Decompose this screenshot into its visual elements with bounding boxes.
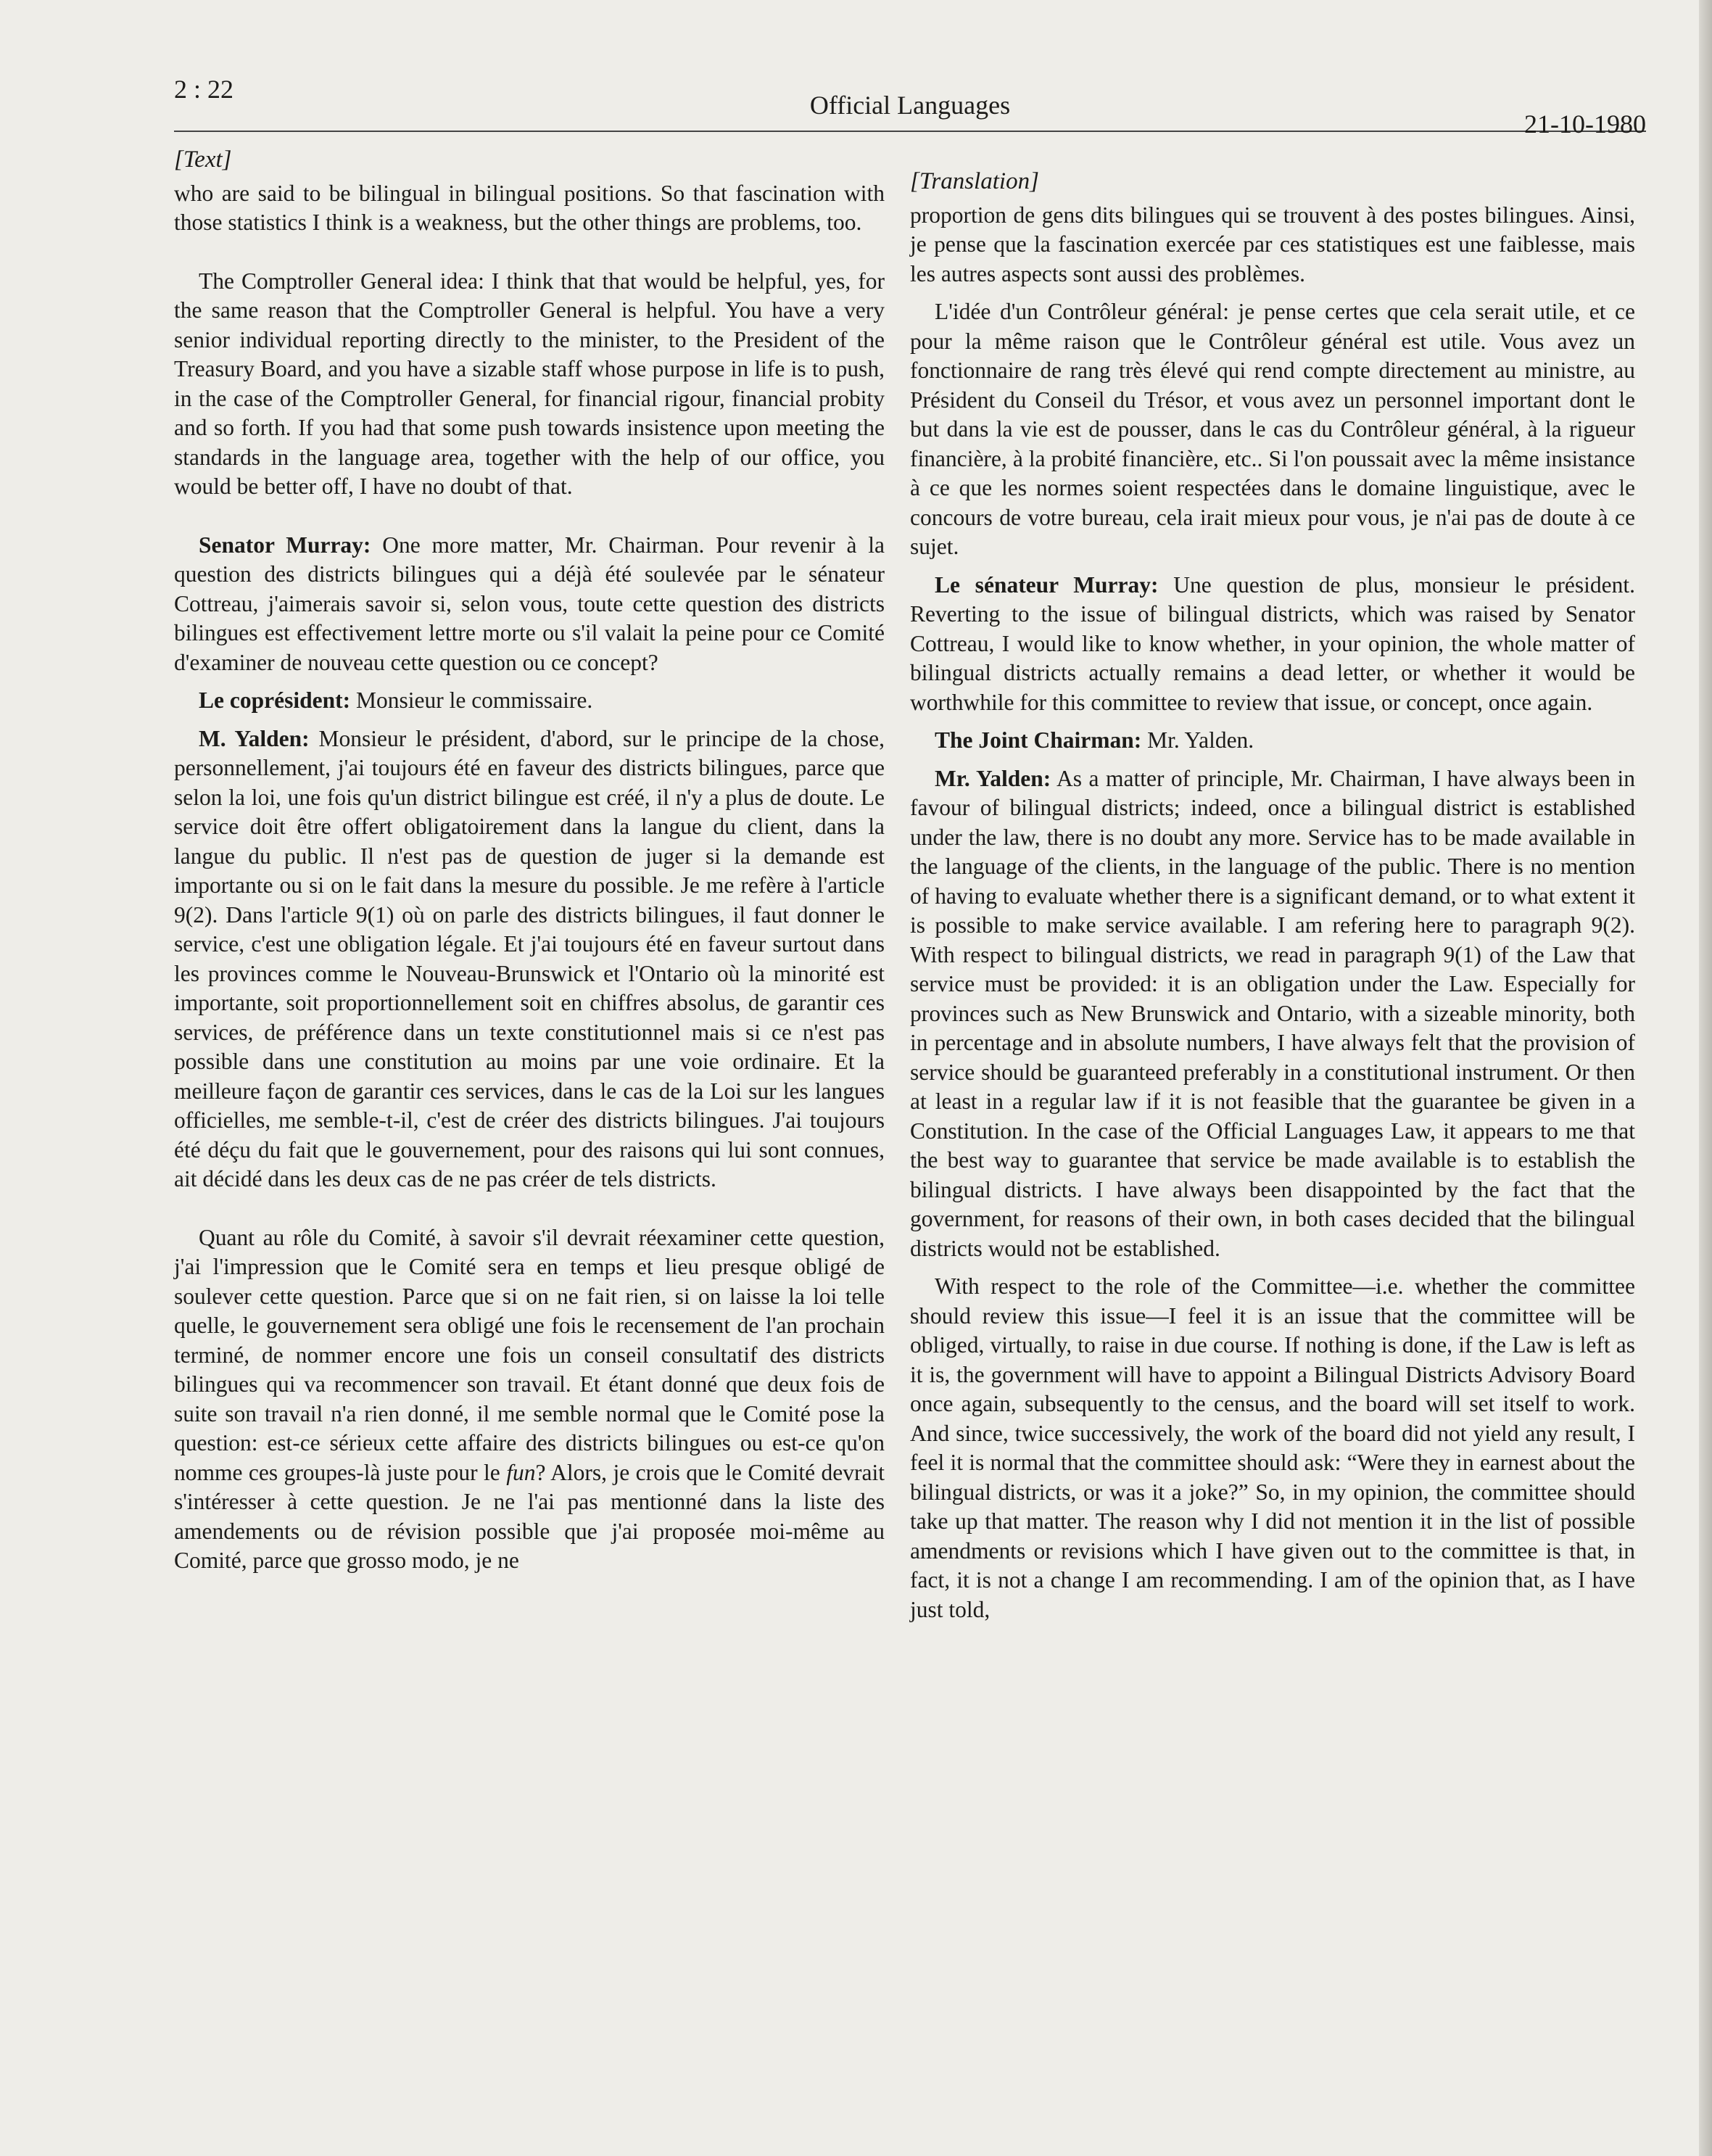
right-column: [910, 167, 1635, 1624]
speaker-name: M. Yalden:: [199, 725, 310, 751]
speech-text: ? Alors, je crois que le Comité devrait s'intéresser à cette question. Je ne l'ai pas mentionné dans la liste des amendements ou de révision possible que j'ai proposée moi-même au Comité, parce que grosso modo, je ne: [174, 1459, 885, 1573]
italic-word: fun: [506, 1459, 536, 1485]
speaker-paragraph: [174, 724, 885, 1194]
speaker-name: Mr. Yalden:: [935, 765, 1051, 791]
speaker-paragraph: [174, 531, 885, 678]
left-column: [174, 145, 885, 1576]
running-title: Official Languages: [809, 91, 1011, 120]
speech-text: Mr. Yalden.: [1147, 727, 1254, 753]
speech-text: One more matter, Mr. Chairman. Pour revenir à la question des districts bilingues qui a déjà été soulevée par le sénateur Cottreau, j'aimerais savoir si, selon vous, toute cette question des districts bilingues est effectivement lettre morte ou s'il valait la peine pour ce Comité d'examiner de nouveau cette question ou ce concept?: [174, 532, 885, 675]
paragraph: With respect to the role of the Committee—i.e. whether the committee should review this issue—I feel it is an issue that the committee will be obliged, virtually, to raise in due course. If nothing is done, if the Law is left as it is, the government will have to appoint a Bilingual Districts Advisory Board once again, subsequently to the census, and the board will set itself to work. And since, twice successively, the work of the board did not yield any result, I feel it is normal that the committee should ask: “Were they in earnest about the bilingual districts, or was it a joke?” So, in my opinion, the committee should take up that matter. The reason why I did not mention it in the list of possible amendments or revisions which I have given out to the committee is that, in fact, it is not a change I am recommending. I am of the opinion that, as I have just told,: [910, 1273, 1635, 1622]
speech-text: Monsieur le président, d'abord, sur le principe de la chose, personnellement, j'ai toujours été en faveur des districts bilingues, parce que selon la loi, une fois qu'un district bilingue est créé, il n'y a plus de doute. Le service doit être offert obligatoirement dans la langue du client, dans la langue du public. Il n'est pas de question de juger si la demande est importante ou si on le fait dans la mesure du possible. Je me refère à l'article 9(2). Dans l'article 9(1) où on parle des districts bilingues, il faut donner le service, c'est une obligation légale. Et j'ai toujours été en faveur surtout dans les provinces comme le Nouveau-Brunswick et l'Ontario où la minorité est importante, soit proportionnellement soit en chiffres absolus, de garantir ces services, de préférence dans un texte constitutionnel mais si ce n'est pas possible dans une constitution au moins par une voie ordinaire. Et la meilleure façon de garantir ces services, dans le cas de la Loi sur les langues officielles, me semble-t-il, c'est de créer des districts bilingues. J'ai toujours été déçu du fait que le gouvernement, pour des raisons qui lui sont connues, ait décidé dans les deux cas de ne pas créer de tels districts.: [174, 725, 885, 1191]
page-edge: [1699, 0, 1712, 2156]
speech-text: Quant au rôle du Comité, à savoir s'il devrait réexaminer cette question, j'ai l'impression que le Comité sera en temps et lieu presque obligé de soulever cette question. Parce que si on ne fait rien, si on laisse la loi telle quelle, le gouvernement sera obligé une fois le recensement de l'an prochain terminé, de nommer encore une fois un conseil consultatif des districts bilingues qui va recommencer son travail. Et étant donné que deux fois de suite son travail n'a rien donné, il me semble normal que le Comité pose la question: est-ce sérieux cette affaire des districts bilingues ou est-ce qu'on nomme ces groupes-là juste pour le: [174, 1224, 885, 1485]
section-label-text: [Text]: [174, 146, 232, 173]
speaker-paragraph: [174, 686, 885, 716]
speech-text: Une question de plus, monsieur le président. Reverting to the issue of bilingual districts, which was raised by Senator Cottreau, I would like to know whether, in your opinion, the whole matter of bilingual districts actually remains a dead letter, or whether it would be worthwhile for this committee to review that issue, or concept, once again.: [910, 571, 1636, 715]
page-header: [174, 73, 1646, 139]
speaker-name: Senator Murray:: [199, 532, 371, 558]
paragraph: proportion de gens dits bilingues qui se trouvent à des postes bilingues. Ainsi, je pense que la fascination exercée par ces statistiques est une faiblesse, mais les autres aspects sont aussi des problèmes.: [910, 202, 1635, 286]
paragraph: L'idée d'un Contrôleur général: je pense certes que cela serait utile, et ce pour la même raison que le Contrôleur général est utile. Vous avez un fonctionnaire de rang très élevé qui rend compte directement au ministre, au Président du Conseil du Trésor, et vous avez un personnel important dont le but dans la vie est de pousser, dans le cas du Contrôleur général, à la rigueur financière, à la probité financière, etc.. Si l'on poussait avec la même insistance à ce que les normes soient respectées dans le domaine linguistique, avec le concours de votre bureau, cela irait mieux pour vous, je n'ai pas de doute à ce sujet.: [910, 299, 1635, 559]
header-date: 21-10-1980: [1524, 110, 1646, 139]
section-label-translation: [Translation]: [910, 168, 1039, 194]
speaker-name: The Joint Chairman:: [935, 727, 1142, 753]
paragraph: who are said to be bilingual in bilingual positions. So that fascination with those statistics I think is a weakness, but the other things are problems, too.: [174, 180, 885, 235]
speaker-name: Le coprésident:: [199, 687, 351, 713]
speaker-name: Le sénateur Murray:: [935, 571, 1159, 598]
speaker-paragraph: [910, 726, 1635, 756]
speaker-paragraph: [910, 571, 1635, 718]
paragraph: [174, 1223, 885, 1576]
page-number: 2 : 22: [174, 75, 234, 104]
speaker-paragraph: [910, 764, 1635, 1264]
speech-text: As a matter of principle, Mr. Chairman, I have always been in favour of bilingual districts; indeed, once a bilingual district is established under the law, there is no doubt any more. Service has to be made available in the language of the clients, in the language of the public. There is no mention of having to evaluate whether there is a significant demand, or to what extent it is possible to make service available. I am refering here to paragraph 9(2). With respect to bilingual districts, we read in paragraph 9(1) of the Law that service must be provided: it is an obligation under the Law. Especially for provinces such as New Brunswick and Ontario, with a sizeable minority, both in percentage and in absolute numbers, I have always felt that the provision of service should be guaranteed preferably in a constitutional instrument. Or then at least in a regular law if it is not feasible that the guarantee be given in a Constitution. In the case of the Official Languages Law, it appears to me that the best way to guarantee that service be made available is to establish the bilingual districts. I have always been disappointed by the fact that the government, for reasons of their own, in both cases decided that the bilingual districts would not be established.: [910, 765, 1635, 1261]
paragraph: The Comptroller General idea: I think that that would be helpful, yes, for the same reason that the Comptroller General is helpful. You have a very senior individual reporting directly to the minister, to the President of the Treasury Board, and you have a sizable staff whose purpose in life is to push, in the case of the Comptroller General, for financial rigour, financial probity and so forth. If you had that some push towards insistence upon meeting the standards in the language area, together with the help of our office, you would be better off, I have no doubt of that.: [174, 268, 885, 499]
speech-text: Monsieur le commissaire.: [355, 687, 593, 713]
